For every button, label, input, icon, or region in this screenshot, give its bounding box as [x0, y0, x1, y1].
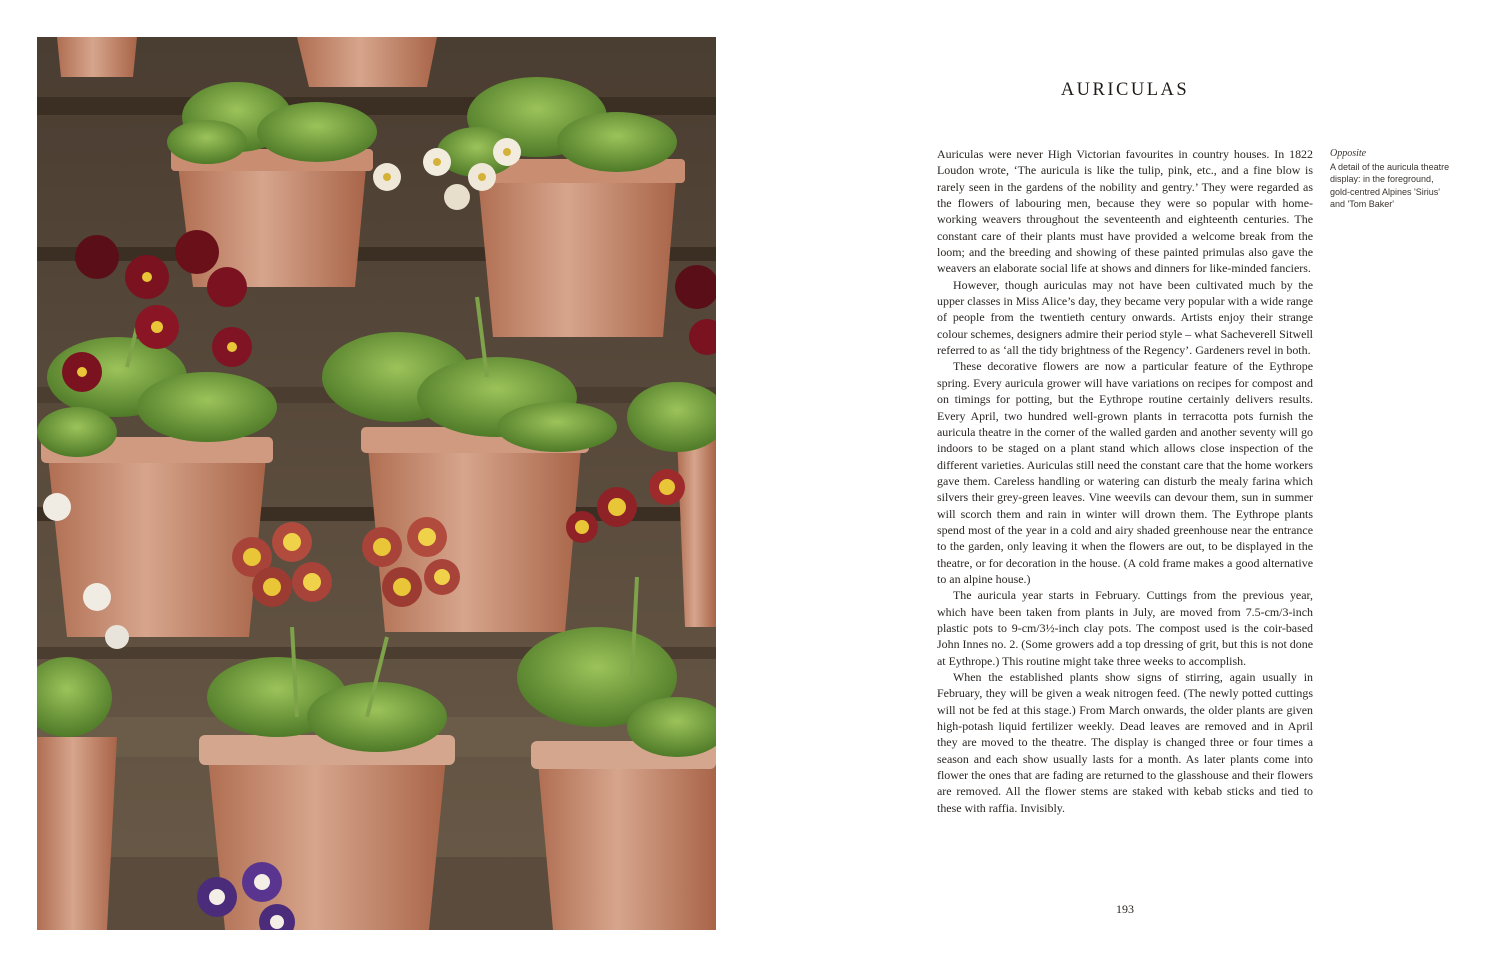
page-title: AURICULAS — [1060, 80, 1190, 100]
paragraph: However, though auriculas may not have been cultivated much by the upper classes in Miss Alice’s day, they became very popular with a wide range of people from the twentieth century onwards. Artists enjoy their strange colour schemes, designers admire their period style – what Sacheverell Sitwell referred to as ‘all the tidy brightness of the Regency’. Gardeners revel in both. — [937, 277, 1313, 358]
pot-bottom-center — [199, 735, 455, 930]
pot-middle-left — [41, 437, 273, 637]
photo-caption — [1330, 148, 1450, 211]
pot-bottom-right — [531, 741, 716, 930]
paragraph: When the established plants show signs of stirring, again usually in February, they will be given a weak nitrogen feed. (The newly potted cuttings will not be fed at this stage.) From March onwards, the older plants are given high-potash liquid fertilizer weekly. Dead leaves are removed and in April they are moved to the theatre. The display is changed three or four times a season and each show usually lasts for a month. As later plants come into flower the ones that are fading are returned to the glasshouse and their flowers are removed. All the flower stems are staked with kebab sticks and tied to these with raffia. Invisibly. — [937, 670, 1313, 815]
pot-top-right — [471, 159, 685, 337]
caption-label: Opposite — [1330, 148, 1367, 159]
auricula-photo — [37, 37, 716, 930]
body-text — [937, 146, 1313, 816]
page-number: 193 — [1116, 902, 1134, 916]
paragraph: The auricula year starts in February. Cuttings from the previous year, which have been taken from plants in July, are moved from 7.5-cm/3-inch plastic pots to 9-cm/3½-inch clay pots. The compost used is the coir-based John Innes no. 2. (Some growers add a top dressing of grit, but this is not done at Eythrope.) This routine might take three weeks to accomplish. — [937, 588, 1313, 668]
paragraph: Auriculas were never High Victorian favourites in country houses. In 1822 Loudon wrote, ‘The auricula is like the tulip, pink, etc., and a fine blow is rarely seen in the gardens of the nobility and gentry.’ They were regarded as the flowers of labouring men, because they were so popular with home-working weavers throughout the seventeenth and eighteenth centuries. The constant care of their plants must have provided a welcome break from the loom; and the breeding and showing of these painted primulas also gave the weavers an elaborate social life at shows and dinners for like-minded fanciers. — [937, 147, 1313, 276]
caption-text: A detail of the auricula theatre display: in the foreground, gold-centred Alpines 'Sirius' and 'Tom Baker' — [1330, 161, 1450, 210]
paragraph: These decorative flowers are now a particular feature of the Eythrope spring. Every auricula grower will have variations on recipes for compost and on timings for potting, but the Eythrope routine certainly delivers results. Every April, two hundred well-grown plants in terracotta pots furnish the auricula theatre in the corner of the walled garden and another seventy will go indoors to be staged on a plant stand which allows close inspection of the different varieties. Auriculas still need the constant care that the home workers gave them. Careless handling or watering can disturb the mealy farina which silvers their grey-green leaves. Vine weevils can devour them, sun in summer will scorch them and rain in winter will drown them. The Eythrope plants spend most of the year in a cold and airy shaded greenhouse near the entrance to the garden, only leaving it when the flowers are out, to be displayed in the theatre, or for decoration in the house. (A cold frame makes a good alternative to an alpine house.) — [937, 359, 1313, 586]
